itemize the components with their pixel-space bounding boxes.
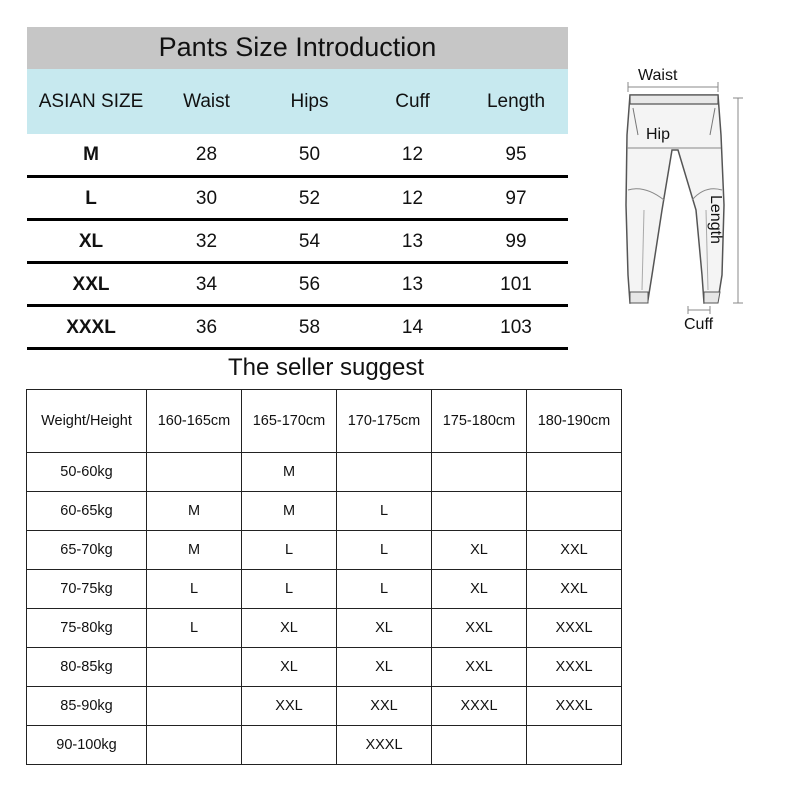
size-cell: XL xyxy=(432,570,527,609)
table-row xyxy=(27,265,568,307)
length-cell: 95 xyxy=(505,143,527,165)
size-cell: XXL xyxy=(432,609,527,648)
waist-label: Waist xyxy=(638,67,678,84)
header-weight-height: Weight/Height xyxy=(27,390,147,453)
size-cell: M xyxy=(147,531,242,570)
weight-cell: 70-75kg xyxy=(27,570,147,609)
size-cell: XL xyxy=(242,609,337,648)
size-table-body xyxy=(27,134,568,351)
header-height-range: 165-170cm xyxy=(242,390,337,453)
table-row xyxy=(27,570,622,609)
cuff-cell: 14 xyxy=(401,316,424,338)
size-table-header xyxy=(27,69,568,134)
suggest-table xyxy=(26,389,622,765)
size-table-title: Pants Size Introduction xyxy=(27,27,568,69)
size-cell xyxy=(242,726,337,765)
header-height-range: 170-175cm xyxy=(337,390,432,453)
table-row xyxy=(27,687,622,726)
hips-cell: 54 xyxy=(298,230,321,252)
size-cell: L xyxy=(147,609,242,648)
cuff-cell: 13 xyxy=(401,273,424,295)
weight-cell: 75-80kg xyxy=(27,609,147,648)
size-cell: XL xyxy=(337,648,432,687)
header-length: Length xyxy=(486,90,546,112)
table-row xyxy=(27,179,568,221)
header-height-range: 160-165cm xyxy=(147,390,242,453)
pants-illustration-icon xyxy=(600,60,770,350)
size-cell xyxy=(527,453,622,492)
waist-cell: 34 xyxy=(195,273,218,295)
size-cell: M xyxy=(147,492,242,531)
waist-cell: 28 xyxy=(195,143,218,165)
size-cell: XL xyxy=(432,531,527,570)
size-cell: XXL xyxy=(527,531,622,570)
size-cell: XXL xyxy=(432,648,527,687)
table-row xyxy=(27,609,622,648)
hips-cell: 56 xyxy=(298,273,321,295)
size-cell: XXL xyxy=(337,687,432,726)
header-height-range: 175-180cm xyxy=(432,390,527,453)
size-cell: L xyxy=(337,570,432,609)
cuff-cell: 12 xyxy=(401,143,424,165)
suggest-table-header xyxy=(27,390,622,453)
header-asian-size: ASIAN SIZE xyxy=(38,90,144,112)
size-cell: XL xyxy=(337,609,432,648)
size-cell: XXXL xyxy=(527,609,622,648)
size-cell: XL xyxy=(242,648,337,687)
length-cell: 101 xyxy=(500,273,532,295)
weight-cell: 90-100kg xyxy=(27,726,147,765)
size-cell: XXXL xyxy=(527,687,622,726)
table-row xyxy=(27,492,622,531)
size-cell: M xyxy=(83,143,99,165)
size-cell: XXL xyxy=(242,687,337,726)
weight-cell: 65-70kg xyxy=(27,531,147,570)
weight-cell: 80-85kg xyxy=(27,648,147,687)
size-cell: M xyxy=(242,492,337,531)
header-height-range: 180-190cm xyxy=(527,390,622,453)
size-cell: L xyxy=(147,570,242,609)
table-row xyxy=(27,222,568,264)
size-cell xyxy=(147,648,242,687)
weight-cell: 60-65kg xyxy=(27,492,147,531)
size-cell xyxy=(527,492,622,531)
pants-diagram xyxy=(600,60,770,350)
size-cell: M xyxy=(242,453,337,492)
size-cell: L xyxy=(242,531,337,570)
size-cell: L xyxy=(337,531,432,570)
size-cell: XXXL xyxy=(527,648,622,687)
suggest-table-title: The seller suggest xyxy=(227,354,425,381)
size-cell xyxy=(147,726,242,765)
length-label: Length xyxy=(707,195,724,244)
size-cell: L xyxy=(85,187,97,209)
table-row xyxy=(27,531,622,570)
length-cell: 97 xyxy=(505,187,527,209)
size-cell xyxy=(147,453,242,492)
table-row xyxy=(27,308,568,350)
length-cell: 99 xyxy=(505,230,527,252)
cuff-label: Cuff xyxy=(684,316,714,333)
size-cell: XXXL xyxy=(432,687,527,726)
table-row xyxy=(27,726,622,765)
weight-cell: 85-90kg xyxy=(27,687,147,726)
size-cell xyxy=(432,492,527,531)
header-cuff: Cuff xyxy=(395,90,430,112)
table-row xyxy=(27,453,622,492)
size-cell: XXL xyxy=(527,570,622,609)
waist-cell: 30 xyxy=(195,187,218,209)
weight-cell: 50-60kg xyxy=(27,453,147,492)
waist-cell: 36 xyxy=(195,316,218,338)
cuff-cell: 13 xyxy=(401,230,424,252)
size-cell: XXXL xyxy=(66,316,116,338)
size-cell: L xyxy=(337,492,432,531)
size-cell xyxy=(147,687,242,726)
hips-cell: 50 xyxy=(298,143,321,165)
size-cell xyxy=(432,453,527,492)
size-cell: XXL xyxy=(72,273,110,295)
size-cell: XL xyxy=(78,230,104,252)
size-cell xyxy=(337,453,432,492)
cuff-cell: 12 xyxy=(401,187,424,209)
hips-cell: 58 xyxy=(298,316,321,338)
size-cell: XXXL xyxy=(337,726,432,765)
header-hips: Hips xyxy=(290,90,329,112)
size-cell xyxy=(432,726,527,765)
table-row xyxy=(27,134,568,178)
table-row xyxy=(27,648,622,687)
length-cell: 103 xyxy=(500,316,532,338)
hips-cell: 52 xyxy=(298,187,321,209)
size-cell: L xyxy=(242,570,337,609)
waist-cell: 32 xyxy=(195,230,218,252)
header-waist: Waist xyxy=(183,90,230,112)
hip-label: Hip xyxy=(646,126,671,143)
size-cell xyxy=(527,726,622,765)
